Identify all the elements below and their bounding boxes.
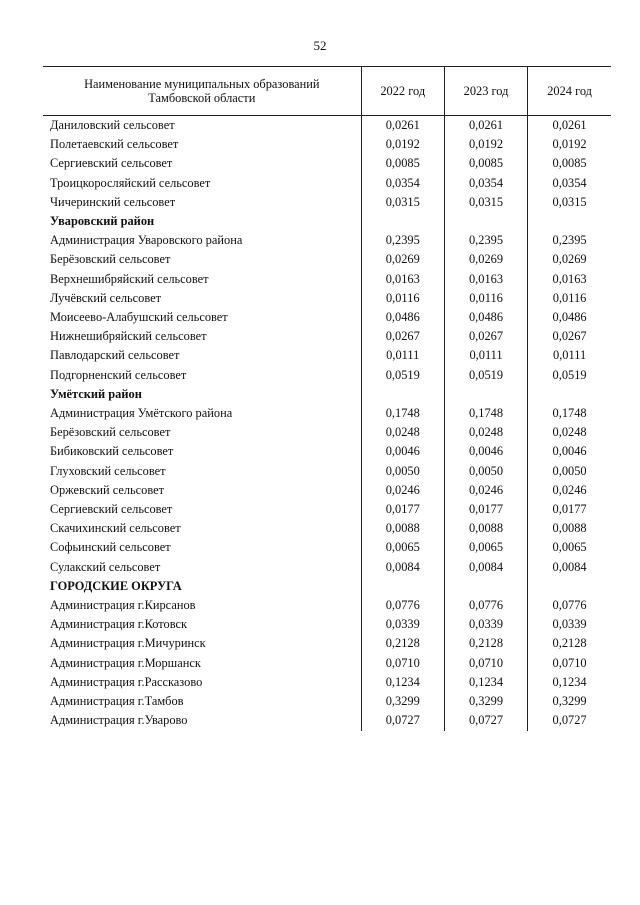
section-title: ГОРОДСКИЕ ОКРУГА: [50, 578, 182, 593]
value-cell: [361, 212, 444, 231]
value-cell: 0,0065: [444, 538, 527, 557]
municipality-name: Полетаевский сельсовет: [50, 137, 179, 152]
value-cell: 0,0085: [444, 154, 527, 173]
value-cell: 0,1234: [444, 673, 527, 692]
municipality-name: Берёзовский сельсовет: [50, 425, 171, 440]
table-row: [43, 558, 611, 577]
municipality-name: Скачихинский сельсовет: [50, 521, 181, 536]
value-cell: 0,0192: [528, 135, 611, 154]
section-row: [43, 385, 611, 404]
value-cell: 0,1748: [444, 404, 527, 423]
value-cell: 0,0261: [444, 116, 527, 136]
value-cell: 0,0269: [361, 250, 444, 269]
value-cell: [361, 385, 444, 404]
municipality-name: Чичеринский сельсовет: [50, 194, 176, 209]
municipality-name: Даниловский сельсовет: [50, 118, 175, 132]
value-cell: 0,2128: [528, 634, 611, 653]
value-cell: 0,0486: [444, 308, 527, 327]
value-cell: 0,0046: [528, 442, 611, 461]
value-cell: 0,0267: [528, 327, 611, 346]
value-cell: 0,0084: [444, 558, 527, 577]
table-row: [43, 519, 611, 538]
municipality-name: Администрация г.Котовск: [50, 617, 188, 632]
value-cell: 0,0261: [528, 116, 611, 136]
section-title: Умётский район: [50, 386, 142, 401]
value-cell: 0,0354: [444, 174, 527, 193]
value-cell: 0,0088: [444, 519, 527, 538]
municipality-name: Троицкоросляйский сельсовет: [50, 175, 211, 190]
municipality-name: Бибиковский сельсовет: [50, 444, 174, 459]
value-cell: [444, 577, 527, 596]
value-cell: 0,1748: [528, 404, 611, 423]
value-cell: 0,0269: [444, 250, 527, 269]
table-row: [43, 270, 611, 289]
value-cell: 0,0776: [528, 596, 611, 615]
value-cell: 0,0050: [444, 462, 527, 481]
table-row: [43, 327, 611, 346]
table-row: [43, 250, 611, 269]
value-cell: [444, 212, 527, 231]
value-cell: 0,1234: [361, 673, 444, 692]
column-header-2023: 2023 год: [444, 67, 527, 116]
value-cell: 0,0261: [361, 116, 444, 136]
value-cell: 0,0354: [361, 174, 444, 193]
section-title: Уваровский район: [50, 214, 155, 229]
municipality-name: Администрация г.Кирсанов: [50, 598, 196, 613]
table-row: [43, 442, 611, 461]
municipality-name: Моисеево-Алабушский сельсовет: [50, 310, 228, 325]
value-cell: 0,0246: [528, 481, 611, 500]
value-cell: 0,2395: [444, 231, 527, 250]
value-cell: 0,0085: [361, 154, 444, 173]
value-cell: 0,3299: [361, 692, 444, 711]
table-row: [43, 673, 611, 692]
value-cell: 0,3299: [444, 692, 527, 711]
value-cell: 0,0776: [444, 596, 527, 615]
table-row: [43, 538, 611, 557]
municipality-name: Администрация г.Рассказово: [50, 674, 203, 689]
value-cell: 0,0486: [361, 308, 444, 327]
table-row: [43, 481, 611, 500]
value-cell: 0,0046: [444, 442, 527, 461]
value-cell: 0,0267: [361, 327, 444, 346]
value-cell: [528, 212, 611, 231]
table-row: [43, 423, 611, 442]
value-cell: 0,0354: [528, 174, 611, 193]
table-row: [43, 615, 611, 634]
municipality-name: Верхнешибряйский сельсовет: [50, 271, 209, 286]
value-cell: 0,0339: [528, 615, 611, 634]
value-cell: 0,1234: [528, 673, 611, 692]
value-cell: 0,0177: [444, 500, 527, 519]
value-cell: [528, 577, 611, 596]
table-row: [43, 289, 611, 308]
table-row: [43, 462, 611, 481]
table-header-row: [43, 67, 611, 116]
page-number: 52: [313, 38, 327, 53]
municipality-name: Администрация г.Уварово: [50, 713, 188, 728]
value-cell: 0,0111: [361, 346, 444, 365]
value-cell: [361, 577, 444, 596]
municipality-name: Софьинский сельсовет: [50, 540, 171, 555]
value-cell: 0,0727: [361, 711, 444, 730]
table-row: [43, 135, 611, 154]
value-cell: 0,0192: [444, 135, 527, 154]
section-row: [43, 212, 611, 231]
value-cell: 0,2128: [361, 634, 444, 653]
value-cell: 0,0315: [528, 193, 611, 212]
value-cell: 0,0519: [361, 366, 444, 385]
table-row: [43, 711, 611, 730]
table-row: [43, 366, 611, 385]
value-cell: 0,0315: [444, 193, 527, 212]
table-body: [43, 116, 611, 731]
value-cell: 0,0085: [528, 154, 611, 173]
value-cell: 0,0486: [528, 308, 611, 327]
value-cell: 0,0710: [361, 654, 444, 673]
value-cell: 0,0046: [361, 442, 444, 461]
municipality-name: Берёзовский сельсовет: [50, 252, 171, 267]
value-cell: 0,1748: [361, 404, 444, 423]
value-cell: 0,0084: [361, 558, 444, 577]
value-cell: 0,0776: [361, 596, 444, 615]
municipality-name: Администрация г.Тамбов: [50, 694, 184, 709]
value-cell: 0,0315: [361, 193, 444, 212]
value-cell: 0,0065: [528, 538, 611, 557]
value-cell: 0,0248: [528, 423, 611, 442]
municipality-name: Глуховский сельсовет: [50, 463, 166, 478]
value-cell: 0,0111: [528, 346, 611, 365]
value-cell: 0,0727: [528, 711, 611, 730]
value-cell: 0,0111: [444, 346, 527, 365]
table-row: [43, 116, 611, 136]
column-header-2022: 2022 год: [361, 67, 444, 116]
value-cell: 0,0710: [528, 654, 611, 673]
allocation-table: [43, 66, 611, 731]
value-cell: 0,0163: [444, 270, 527, 289]
municipality-name: Павлодарский сельсовет: [50, 348, 180, 363]
value-cell: 0,2395: [361, 231, 444, 250]
municipality-name: Администрация г.Моршанск: [50, 655, 201, 670]
value-cell: 0,2128: [444, 634, 527, 653]
value-cell: 0,0163: [361, 270, 444, 289]
table-row: [43, 596, 611, 615]
value-cell: 0,0050: [361, 462, 444, 481]
municipality-name: Сулакский сельсовет: [50, 559, 161, 574]
table-row: [43, 193, 611, 212]
value-cell: 0,0177: [528, 500, 611, 519]
table-row: [43, 634, 611, 653]
value-cell: 0,0116: [361, 289, 444, 308]
municipality-name: Подгорненский сельсовет: [50, 367, 187, 382]
value-cell: 0,0339: [444, 615, 527, 634]
value-cell: 0,0339: [361, 615, 444, 634]
table-row: [43, 174, 611, 193]
value-cell: 0,0050: [528, 462, 611, 481]
value-cell: 0,0177: [361, 500, 444, 519]
table-row: [43, 654, 611, 673]
value-cell: 0,0192: [361, 135, 444, 154]
municipality-name: Сергиевский сельсовет: [50, 156, 173, 171]
value-cell: 0,2395: [528, 231, 611, 250]
municipality-name: Оржевский сельсовет: [50, 482, 165, 497]
value-cell: 0,0246: [361, 481, 444, 500]
column-header-name: Наименование муниципальных образований Тамбовской области: [43, 67, 361, 116]
section-row: [43, 577, 611, 596]
value-cell: [444, 385, 527, 404]
value-cell: 0,0248: [444, 423, 527, 442]
table-row: [43, 154, 611, 173]
value-cell: 0,0710: [444, 654, 527, 673]
municipality-name: Сергиевский сельсовет: [50, 502, 173, 517]
table-row: [43, 308, 611, 327]
value-cell: 0,0269: [528, 250, 611, 269]
value-cell: 0,0088: [361, 519, 444, 538]
table-row: [43, 231, 611, 250]
municipality-name: Лучёвский сельсовет: [50, 290, 162, 305]
value-cell: 0,0088: [528, 519, 611, 538]
table-row: [43, 404, 611, 423]
table-row: [43, 346, 611, 365]
value-cell: 0,0519: [528, 366, 611, 385]
value-cell: 0,0116: [528, 289, 611, 308]
value-cell: 0,0065: [361, 538, 444, 557]
value-cell: 0,0084: [528, 558, 611, 577]
column-header-2024: 2024 год: [528, 67, 611, 116]
value-cell: 0,0246: [444, 481, 527, 500]
table-row: [43, 692, 611, 711]
value-cell: 0,0727: [444, 711, 527, 730]
value-cell: 0,0248: [361, 423, 444, 442]
municipality-name: Нижнешибряйский сельсовет: [50, 329, 207, 344]
municipality-name: Администрация г.Мичуринск: [50, 636, 206, 651]
value-cell: 0,0267: [444, 327, 527, 346]
value-cell: 0,0116: [444, 289, 527, 308]
value-cell: [528, 385, 611, 404]
value-cell: 0,3299: [528, 692, 611, 711]
value-cell: 0,0163: [528, 270, 611, 289]
value-cell: 0,0519: [444, 366, 527, 385]
table-row: [43, 500, 611, 519]
municipality-name: Администрация Умётского района: [50, 406, 233, 421]
municipality-name: Администрация Уваровского района: [50, 233, 243, 248]
